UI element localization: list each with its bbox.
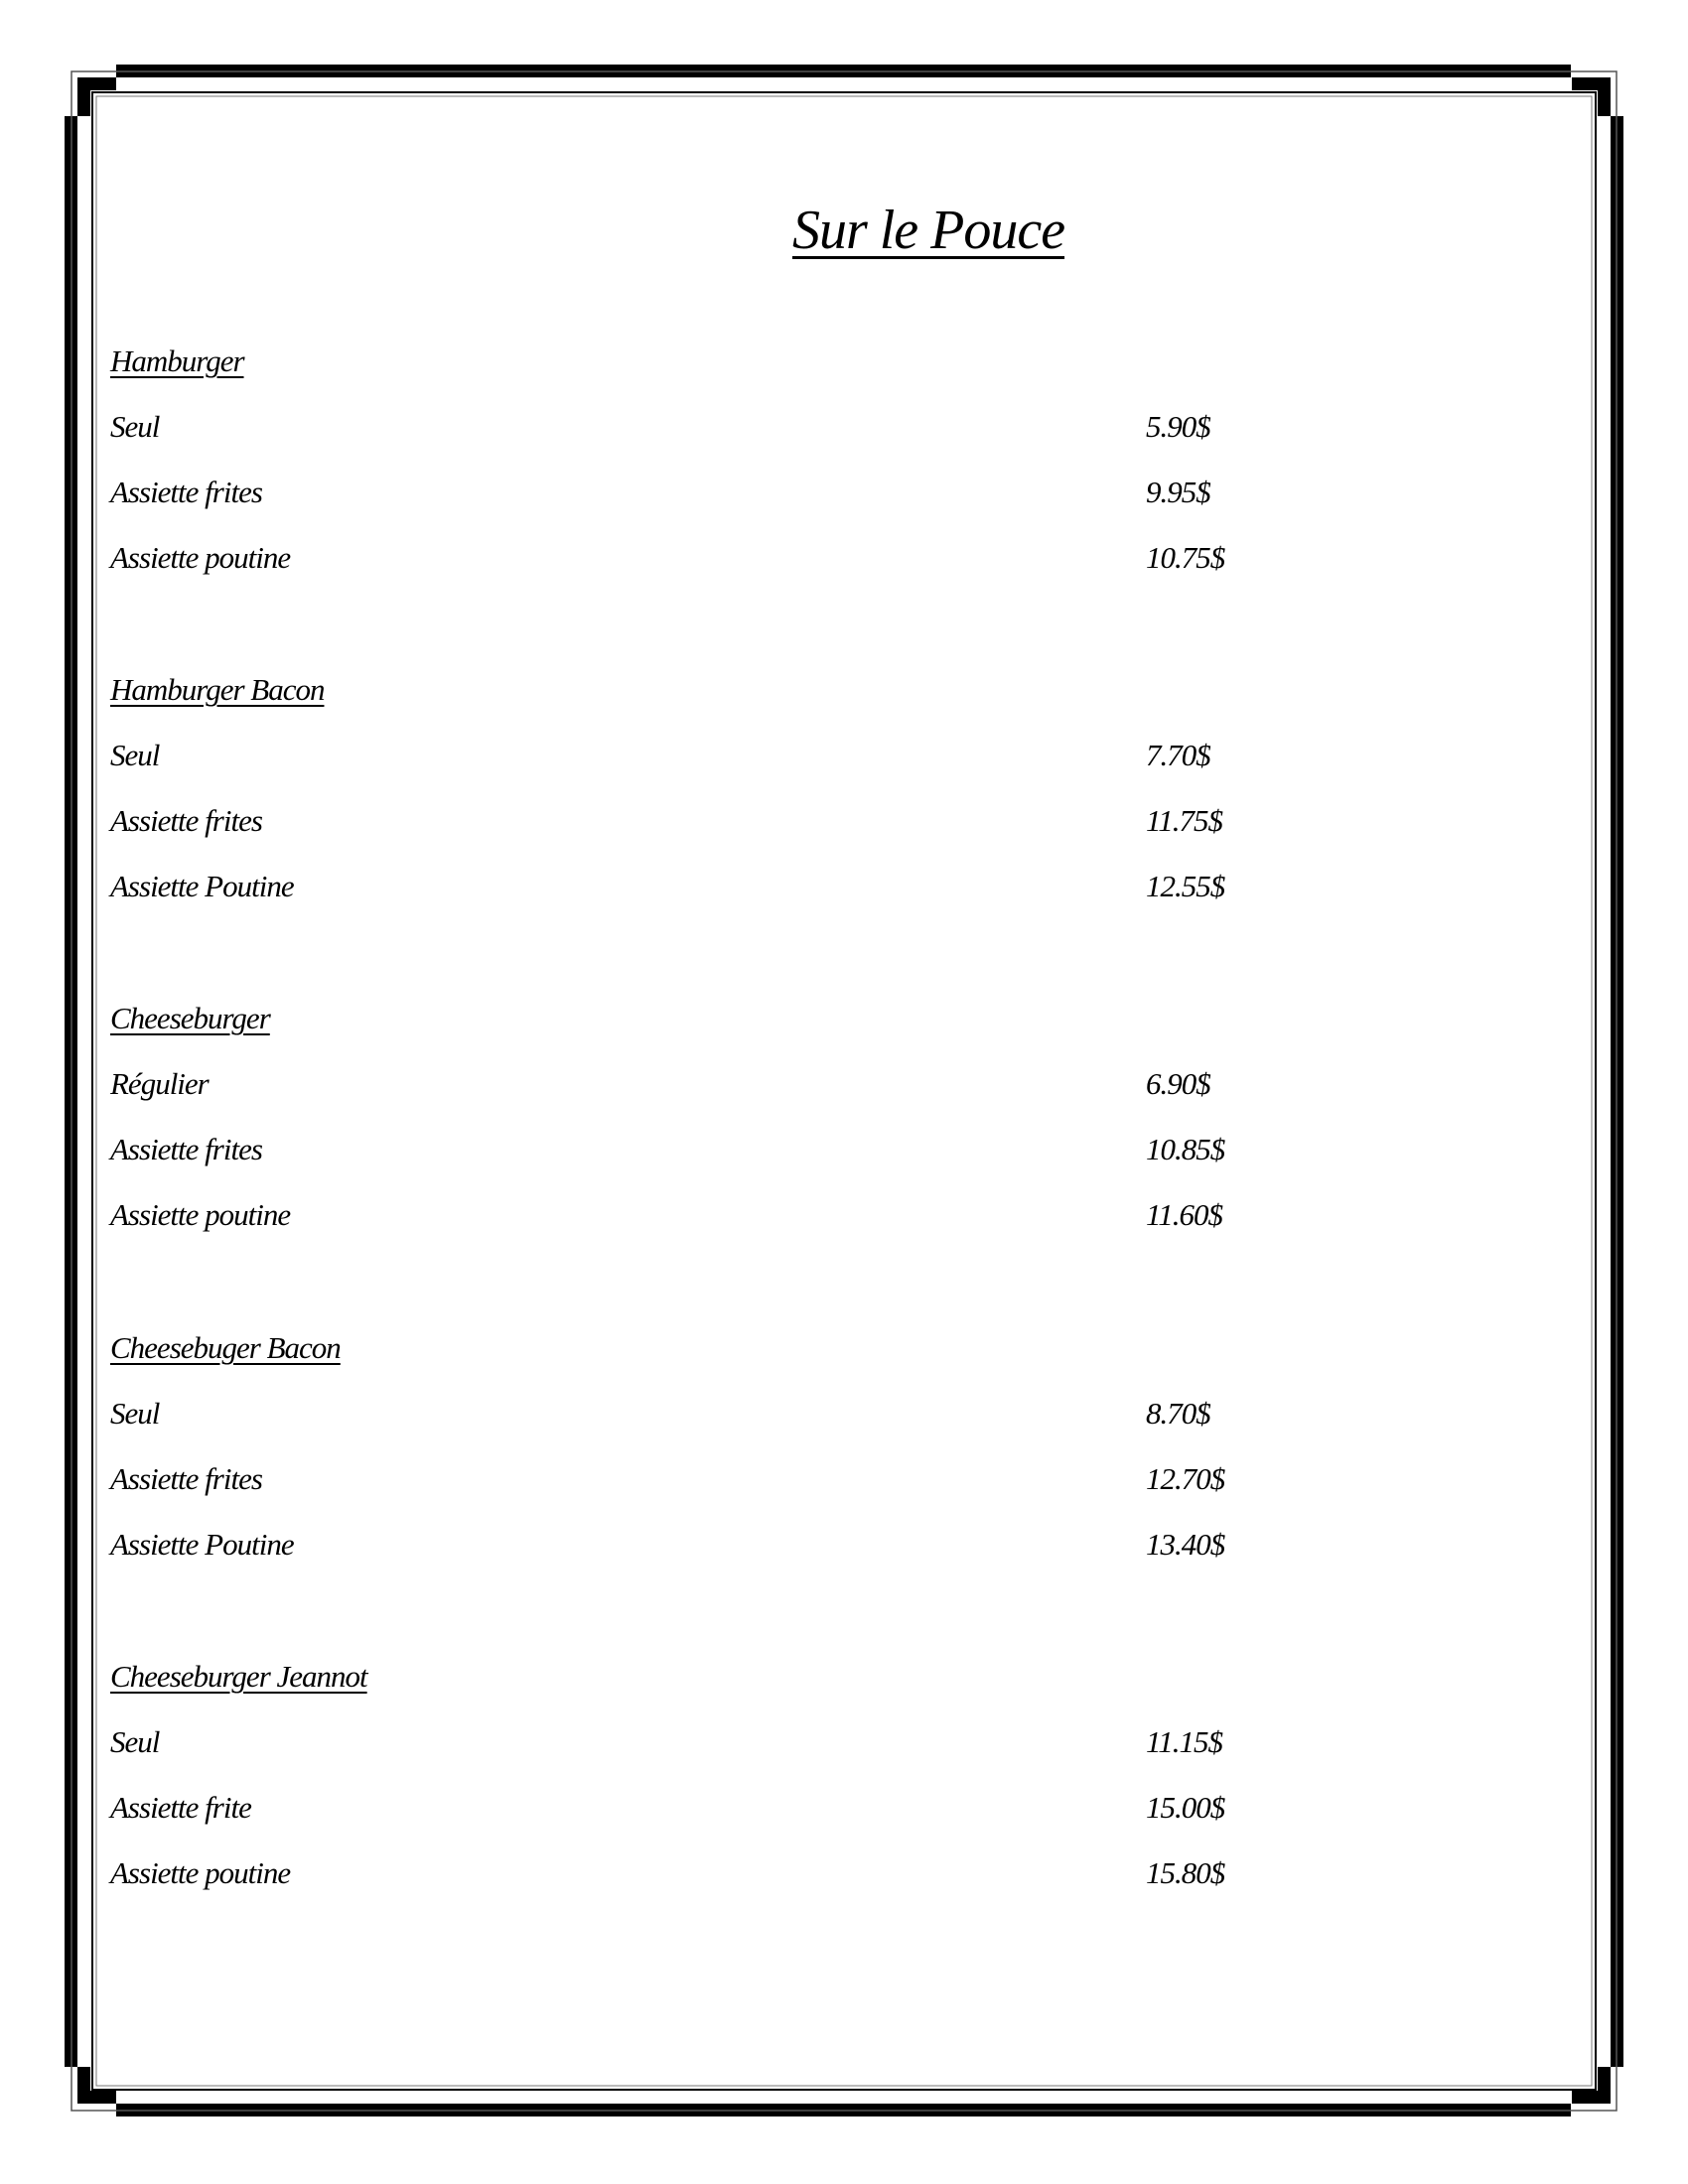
section-heading: Cheeseburger [110, 1001, 270, 1035]
menu-item [110, 1525, 1351, 1590]
menu-item [110, 1394, 1351, 1459]
menu-section-hamburger [110, 341, 1351, 604]
item-price: 11.75$ [1146, 803, 1222, 838]
item-price: 10.85$ [1146, 1132, 1225, 1166]
item-price: 12.55$ [1146, 869, 1225, 903]
frame-corner-bl-v [77, 2067, 90, 2104]
menu-item [110, 867, 1351, 932]
section-heading: Cheeseburger Jeannot [110, 1659, 367, 1694]
menu-item [110, 1195, 1351, 1261]
item-price: 12.70$ [1146, 1461, 1225, 1496]
item-name: Assiette frites [110, 1461, 262, 1496]
item-name: Assiette poutine [110, 1197, 291, 1232]
item-name: Assiette frites [110, 475, 262, 509]
menu-section-hamburger-bacon [110, 670, 1351, 932]
section-heading: Cheesebuger Bacon [110, 1330, 341, 1365]
item-price: 6.90$ [1146, 1066, 1210, 1101]
menu-section-cheeseburger-bacon [110, 1328, 1351, 1590]
menu-section-cheeseburger [110, 999, 1351, 1261]
menu-item [110, 1853, 1351, 1919]
menu-item [110, 1130, 1351, 1195]
frame-corner-br-v [1598, 2067, 1611, 2104]
menu-section-cheeseburger-jeannot [110, 1657, 1351, 1919]
item-price: 15.00$ [1146, 1790, 1225, 1825]
item-price: 7.70$ [1146, 738, 1210, 772]
item-price: 10.75$ [1146, 540, 1225, 575]
section-heading: Hamburger [110, 343, 244, 378]
item-price: 11.60$ [1146, 1197, 1222, 1232]
item-name: Assiette frites [110, 1132, 262, 1166]
menu-item [110, 538, 1351, 604]
item-price: 9.95$ [1146, 475, 1210, 509]
menu-item [110, 1722, 1351, 1788]
item-name: Assiette poutine [110, 540, 291, 575]
menu-item [110, 1459, 1351, 1525]
item-name: Assiette Poutine [110, 1527, 294, 1562]
item-price: 13.40$ [1146, 1527, 1225, 1562]
item-name: Seul [110, 409, 160, 444]
item-price: 11.15$ [1146, 1724, 1222, 1759]
item-name: Seul [110, 1724, 160, 1759]
menu-item [110, 1064, 1351, 1130]
item-name: Assiette Poutine [110, 869, 294, 903]
item-name: Régulier [110, 1066, 209, 1101]
item-name: Seul [110, 1396, 160, 1431]
menu-item [110, 407, 1351, 473]
item-name: Assiette poutine [110, 1855, 291, 1890]
frame-corner-tl-v [77, 77, 90, 116]
item-price: 5.90$ [1146, 409, 1210, 444]
item-price: 8.70$ [1146, 1396, 1210, 1431]
item-name: Seul [110, 738, 160, 772]
item-name: Assiette frite [110, 1790, 251, 1825]
menu-item [110, 473, 1351, 538]
item-price: 15.80$ [1146, 1855, 1225, 1890]
frame-corner-tr-v [1598, 77, 1611, 116]
section-heading: Hamburger Bacon [110, 672, 325, 707]
menu-item [110, 736, 1351, 801]
menu-item [110, 801, 1351, 867]
menu-item [110, 1788, 1351, 1853]
item-name: Assiette frites [110, 803, 262, 838]
menu-title: Sur le Pouce [791, 200, 1065, 261]
